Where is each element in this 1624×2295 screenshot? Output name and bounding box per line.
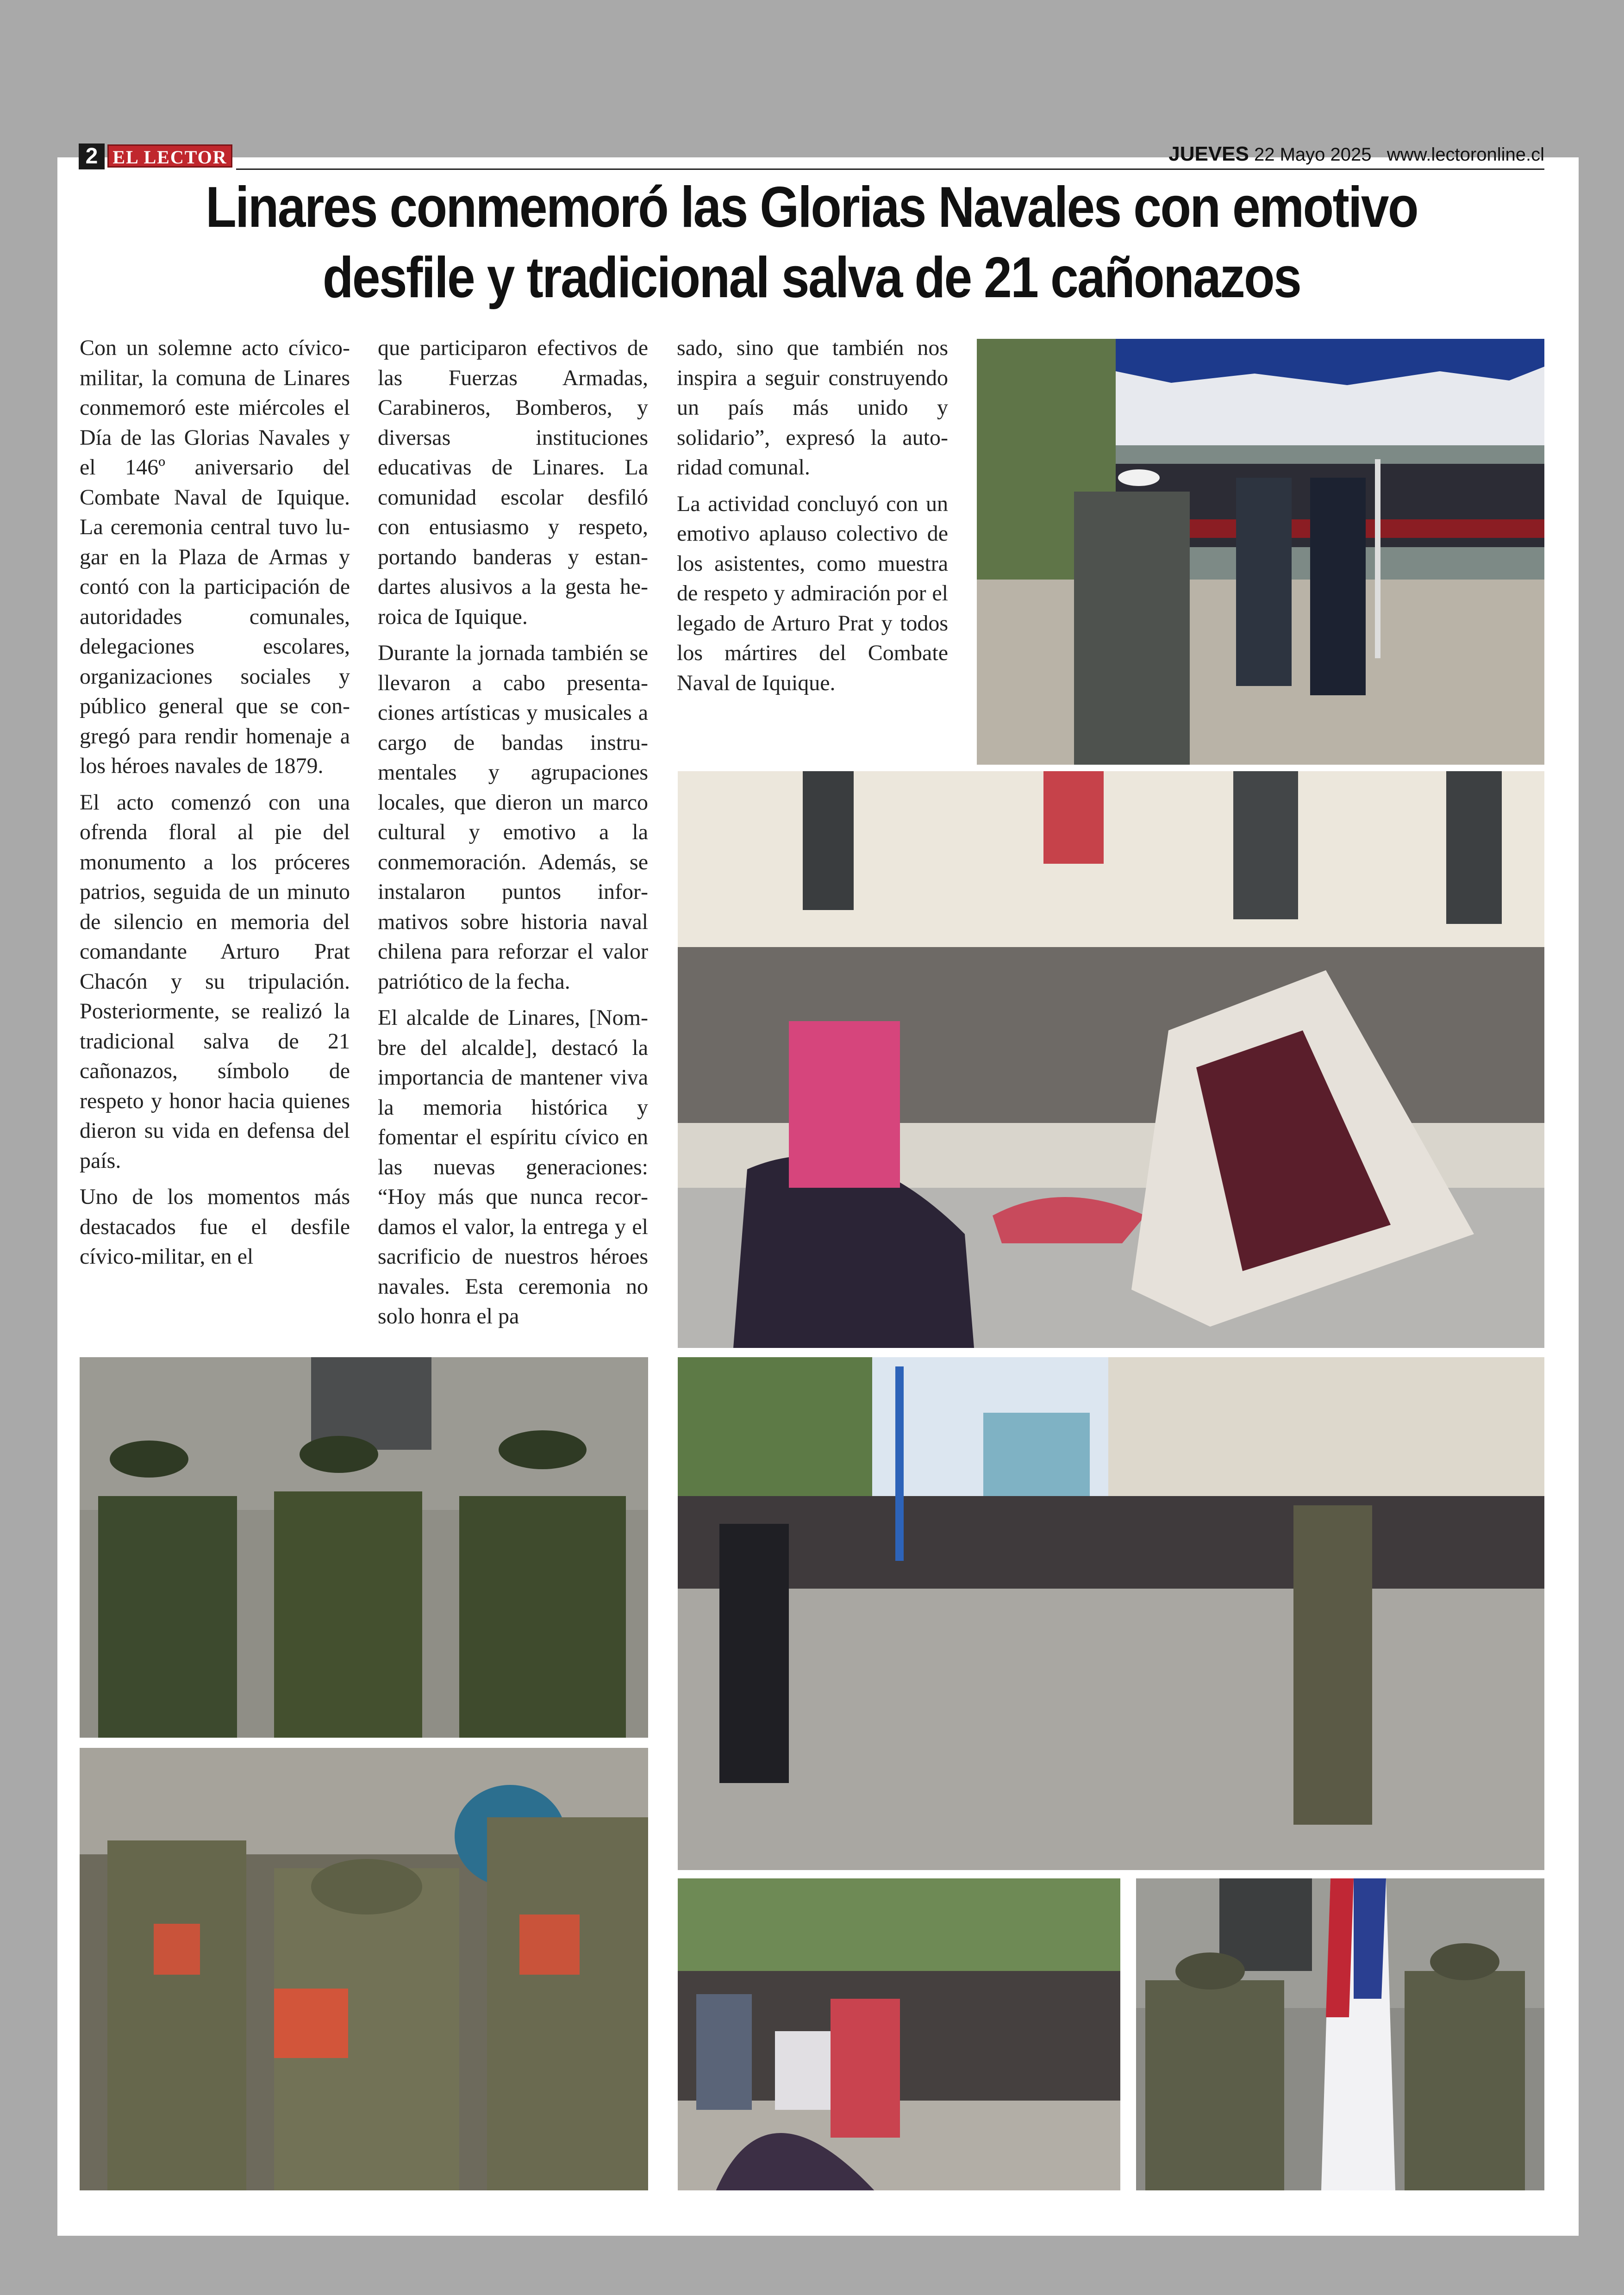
headline-line-1: Linares conmemoró las Glorias Navales con emotivo: [206, 175, 1418, 239]
article-column-3: [677, 333, 948, 705]
header-rule: [236, 168, 1544, 170]
headline: [167, 172, 1456, 313]
photo-carabineros: [80, 1357, 648, 1738]
header-dateline: [1168, 143, 1544, 166]
headline-line-2: desfile y tradicional salva de 21 cañonazos: [322, 246, 1301, 310]
article-paragraph: sado, sino que también nos inspira a seguir construyendo un país más unido y solidario”, expresó la autoridad comunal.: [677, 336, 948, 480]
photo-military-band: [80, 1748, 648, 2190]
header-date: 22 Mayo 2025: [1254, 144, 1372, 165]
header-day: JUEVES: [1168, 143, 1249, 165]
header-website[interactable]: www.lectoronline.cl: [1387, 144, 1544, 165]
page-number: 2: [79, 143, 105, 169]
page-header: [79, 142, 1544, 169]
article-paragraph: Con un solemne acto cívico-militar, la comuna de Linares conmemoró este miércoles el Día de las Glorias Navales y el 146º aniversario del Combate Naval de Iquique. La ceremonia central tuvo lugar en la Plaza de Armas y contó con la participación de autoridades comunales, delegaciones escolares, organizaciones sociales y público general que se congregó para rendir homenaje a los héroes navales de 1879.: [80, 336, 350, 778]
article-column-2: [378, 333, 648, 1338]
article-paragraph: La actividad concluyó con un emotivo aplauso colectivo de los asistentes, como muestra de respeto y admiración por el legado de Arturo Prat y todos los mártires del Combate Naval de Iquique.: [677, 491, 948, 695]
article-paragraph: El alcalde de Linares, [Nombre del alcalde], destacó la importancia de mantener viva la memoria histórica y fomentar el espíritu cívico en las nuevas generaciones: “Hoy más que nunca recordamos el valor, la entrega y el sacrificio de nuestros héroes navales. Esta ceremonia no solo honra el pa: [378, 1005, 648, 1328]
photo-soldiers-flag: [1136, 1878, 1544, 2190]
article-paragraph: Durante la jornada también se llevaron a cabo presentaciones artísticas y musicales a cargo de bandas instrumentales y agrupaciones locales, que dieron un marco cultural y emotivo a la conmemoración. Además, se instalaron puntos informativos sobre historia naval chilena para reforzar el valor patriótico de la fecha.: [378, 641, 648, 994]
photo-cueca-dancers: [678, 771, 1544, 1348]
photo-officials-salute: [977, 339, 1544, 765]
photo-huaso-dancers: [678, 1878, 1120, 2190]
article-paragraph: Uno de los momentos más destacados fue el desfile cívico-militar, en el: [80, 1185, 350, 1269]
newspaper-logo: EL LECTOR: [107, 144, 232, 168]
photo-street-salute: [678, 1357, 1544, 1870]
article-column-1: [80, 333, 350, 1278]
article-paragraph: que participaron efectivos de las Fuerzas Armadas, Carabineros, Bomberos, y diversas instituciones educativas de Linares. La comunidad escolar desfiló con entusiasmo y respeto, portando banderas y estandartes alusivos a la gesta heroica de Iquique.: [378, 336, 648, 629]
article-paragraph: El acto comenzó con una ofrenda floral al pie del monumento a los próceres patrios, seguida de un minuto de silencio en memoria del comandante Arturo Prat Chacón y su tripulación. Posteriormente, se realizó la tradicional salva de 21 cañonazos, símbolo de respeto y honor hacia quienes dieron su vida en defensa del país.: [80, 790, 350, 1173]
